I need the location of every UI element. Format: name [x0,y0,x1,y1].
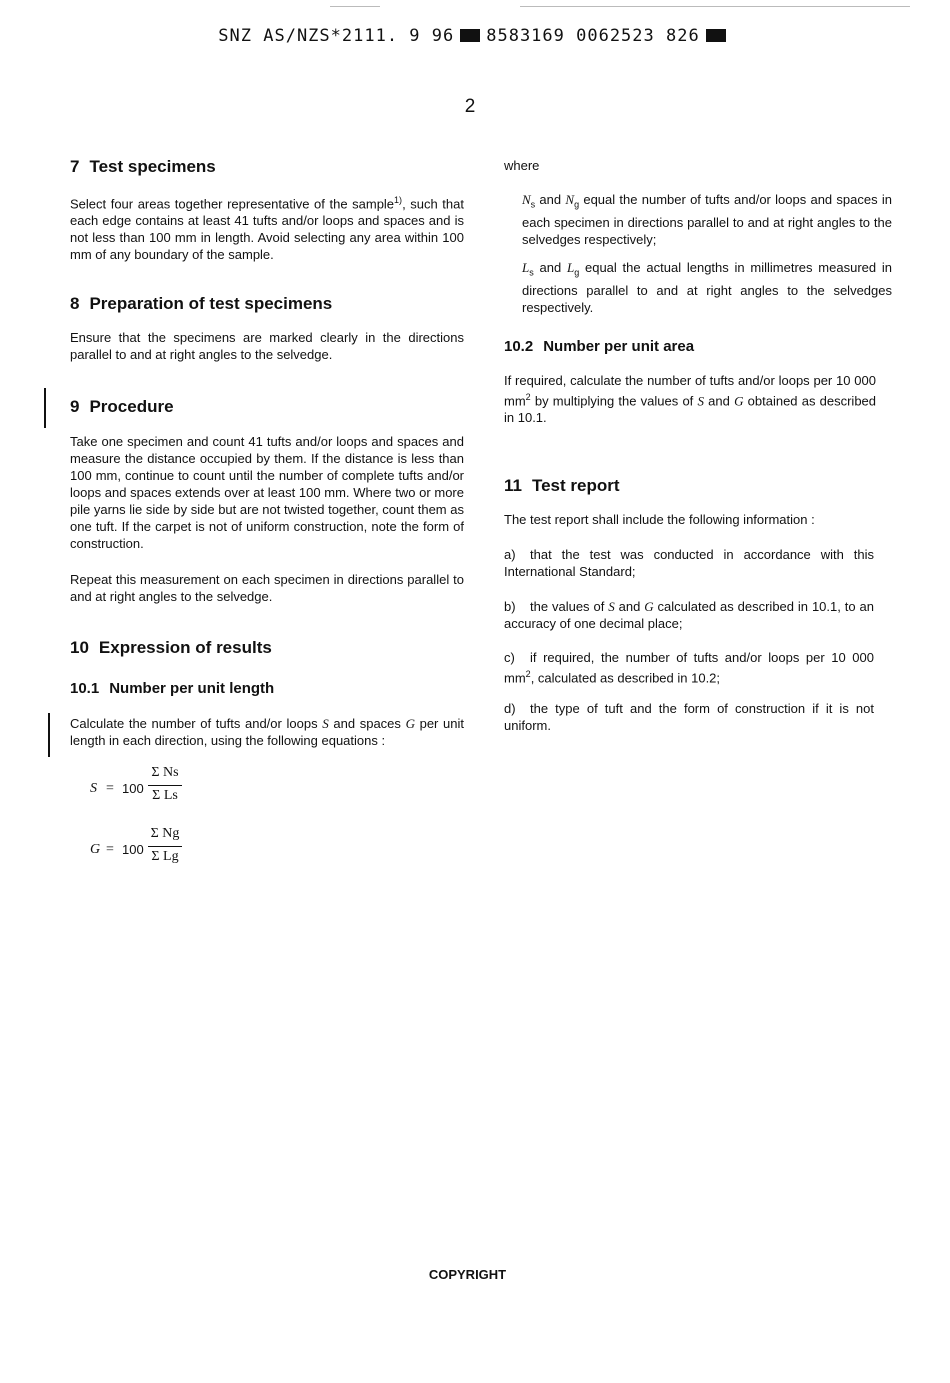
section-10-2-text: If required, calculate the number of tufts and/or loops per 10 000 $mm^2$ by multiplying the values of S and G obtained as described in 10.1. [504,373,877,426]
section-9-text-2: Repeat this measurement on each specimen in directions parallel to and at right angles to the selvedge. [70,572,464,604]
barcode-number: 8583169 0062523 826 [486,26,700,46]
change-bar [44,388,46,428]
report-item-b: b) the values of S and G calculated as described in 10.1, to an accuracy of one decimal place; [504,599,874,631]
definition-n: $N_s$ and $N_g$ equal the number of tufts and/or loops and spaces in each specimen in directions parallel to and at right angles to the selvedges respectively; [522,192,892,247]
section-9-text-1: Take one specimen and count 41 tufts and/or loops and spaces and measure the distance occupied by them. If the distance is less than 100 mm, continue to count until the number of complete tufts and/or loops and spaces extends over at least 100 mm. Where two or more pile yarns lie side by side but are not twisted together, count them as one tuft. If the carpet is not of uniform construction, note the form of construction. [70,434,464,551]
section-11-intro: The test report shall include the following information : [504,512,815,527]
section-10-heading: 10 Expression of results [70,638,272,657]
report-item-a: a) that the test was conducted in accordance with this International Standard; [504,547,874,579]
document-code-header [0,26,950,46]
section-10-1-text: Calculate the number of tufts and/or loops S and spaces G per unit length in each direction, using the following equations : [70,716,464,748]
report-item-d: d) the type of tuft and the form of construction if it is not uniform. [504,701,874,733]
scan-artifact [330,6,380,7]
formula-g: G = 100 Σ Ng Σ Lg [90,826,210,872]
page-number: 2 [464,96,476,117]
black-block [460,29,480,42]
section-11-heading: 11 Test report [504,476,620,495]
section-7-text: Select four areas together representative of the sample$^{1)}$, such that each edge contains at least 41 tufts and/or loops and spaces and is not less than 100 mm in length. Avoid selecting any area within 100 mm of any boundary of the sample. [70,195,464,263]
formula-s: S = 100 Σ Ns Σ Ls [90,765,210,811]
definition-l: $L_s$ and $L_g$ equal the actual lengths in millimetres measured in directions parallel to and at right angles to the selvedges respectively. [522,260,892,315]
section-7-heading: 7 Test specimens [70,157,216,176]
section-10-1-heading: 10.1 Number per unit length [70,680,275,697]
standard-code: SNZ AS/NZS*2111. 9 96 [218,26,455,46]
copyright-footer: COPYRIGHT [428,1267,507,1282]
section-8-text: Ensure that the specimens are marked clearly in the directions parallel to and at right angles to the selvedge. [70,330,464,362]
where-label: where [504,158,540,173]
section-9-heading: 9 Procedure [70,397,174,416]
report-item-c: c) if required, the number of tufts and/or loops per 10 000 $mm^2$, calculated as described in 10.2; [504,650,874,686]
change-bar [48,713,50,757]
section-8-heading: 8 Preparation of test specimens [70,294,333,313]
section-10-2-heading: 10.2 Number per unit area [504,338,695,355]
black-block [706,29,726,42]
scan-artifact [520,6,910,7]
